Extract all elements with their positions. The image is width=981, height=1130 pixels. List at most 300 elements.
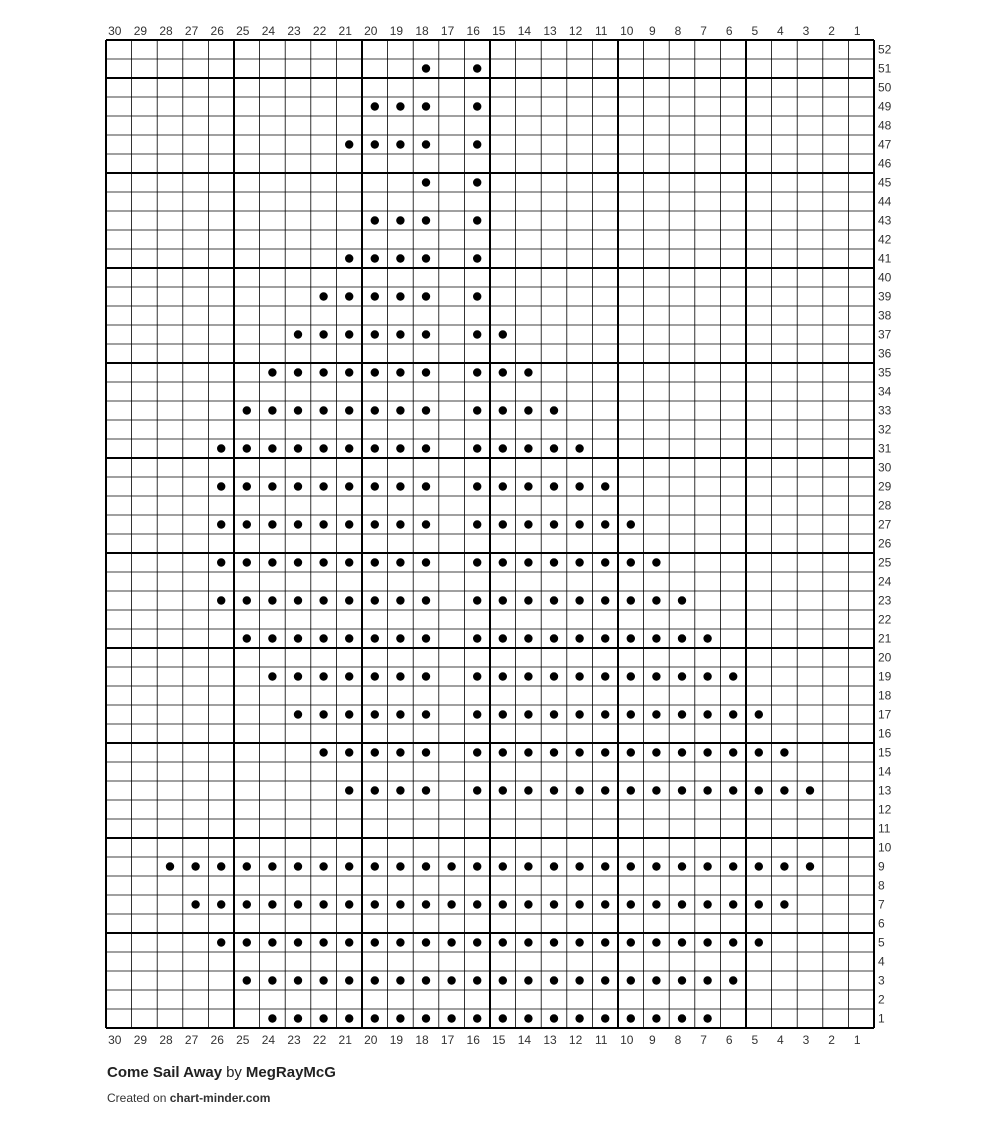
stitch-dot [268,368,276,376]
stitch-dot [550,672,558,680]
stitch-dot [217,444,225,452]
stitch-dot [294,976,302,984]
row-number: 52 [878,42,892,57]
column-number: 20 [364,1033,378,1047]
row-number: 31 [878,441,892,456]
stitch-dot [652,1014,660,1022]
stitch-dot [678,672,686,680]
stitch-dot [601,748,609,756]
row-number: 5 [878,935,885,950]
stitch-dot [678,748,686,756]
column-number: 19 [389,24,404,38]
row-number: 25 [878,555,892,570]
stitch-dot [294,520,302,528]
stitch-dot [524,672,532,680]
row-number: 13 [878,783,892,798]
stitch-dot [447,976,455,984]
stitch-dot [396,786,404,794]
stitch-dot [499,596,507,604]
stitch-dot [627,938,635,946]
stitch-dot [627,786,635,794]
stitch-dot [268,558,276,566]
stitch-dot [345,976,353,984]
stitch-dot [371,406,379,414]
row-number: 48 [878,118,892,133]
stitch-dot [678,938,686,946]
stitch-dot [243,406,251,414]
stitch-dot [550,786,558,794]
row-number: 42 [878,232,892,247]
stitch-dot [243,900,251,908]
row-number: 1 [878,1011,885,1026]
stitch-dot [652,900,660,908]
stitch-dot [422,938,430,946]
stitch-dot [345,368,353,376]
stitch-dot [652,786,660,794]
stitch-dot [371,368,379,376]
column-number: 28 [159,1033,173,1047]
stitch-dot [473,634,481,642]
stitch-dot [371,292,379,300]
stitch-dot [473,862,481,870]
stitch-dot [703,710,711,718]
row-number: 47 [878,137,892,152]
column-number: 12 [568,1033,583,1047]
stitch-dot [499,482,507,490]
stitch-dot [268,406,276,414]
stitch-dot [371,216,379,224]
stitch-dot [652,672,660,680]
column-number: 11 [594,24,608,38]
stitch-dot [345,900,353,908]
stitch-dot [294,406,302,414]
stitch-dot [319,710,327,718]
column-number: 22 [312,24,327,38]
stitch-dot [524,1014,532,1022]
stitch-dot [601,938,609,946]
stitch-dot [396,938,404,946]
stitch-dot [345,596,353,604]
stitch-dot [473,1014,481,1022]
stitch-dot [371,900,379,908]
stitch-dot [473,64,481,72]
stitch-dot [627,1014,635,1022]
row-number: 38 [878,308,892,323]
stitch-dot [371,482,379,490]
stitch-dot [319,292,327,300]
row-number: 27 [878,517,892,532]
row-number: 17 [878,707,892,722]
stitch-dot [319,368,327,376]
row-number: 22 [878,612,892,627]
column-number: 26 [210,24,224,38]
stitch-dot [294,862,302,870]
column-number: 16 [466,1033,480,1047]
row-number: 3 [878,973,885,988]
stitch-dot [575,558,583,566]
stitch-dot [473,786,481,794]
stitch-dot [499,330,507,338]
column-number: 25 [236,24,250,38]
row-number: 51 [878,61,892,76]
column-number: 28 [159,24,173,38]
stitch-dot [627,672,635,680]
stitch-dot [319,596,327,604]
row-number: 39 [878,289,892,304]
stitch-dot [678,862,686,870]
stitch-dot [217,482,225,490]
stitch-dot [422,216,430,224]
stitch-dot [601,710,609,718]
stitch-dot [703,862,711,870]
stitch-dot [396,672,404,680]
stitch-dot [371,938,379,946]
stitch-dot [499,444,507,452]
stitch-dot [422,292,430,300]
stitch-dot [550,976,558,984]
stitch-dot [473,140,481,148]
stitch-dot [755,900,763,908]
stitch-dot [268,520,276,528]
stitch-dot [294,1014,302,1022]
stitch-dot [422,406,430,414]
pattern-credit [107,1064,336,1081]
row-number: 6 [878,916,885,931]
stitch-dot [396,330,404,338]
stitch-dot [703,748,711,756]
row-number: 32 [878,422,892,437]
column-number: 29 [133,1033,148,1047]
stitch-dot [422,672,430,680]
stitch-dot [627,862,635,870]
stitch-dot [524,938,532,946]
stitch-dot [371,596,379,604]
stitch-dot [499,786,507,794]
column-number: 18 [415,1033,429,1047]
stitch-dot [268,596,276,604]
stitch-dot [652,710,660,718]
stitch-dot [396,976,404,984]
stitch-dot [294,672,302,680]
stitch-dot [191,900,199,908]
column-number: 15 [492,1033,506,1047]
row-number: 11 [878,821,891,836]
stitch-dot [729,862,737,870]
stitch-dot [473,482,481,490]
stitch-dot [294,368,302,376]
row-numbers [878,43,892,1026]
stitch-dot [601,672,609,680]
stitch-dot [345,330,353,338]
row-number: 10 [878,840,892,855]
row-number: 36 [878,346,892,361]
stitch-dot [678,596,686,604]
stitch-dot [524,976,532,984]
stitch-dot [422,444,430,452]
column-number: 1 [853,1033,861,1047]
stitch-dot [422,710,430,718]
stitch-dot [345,1014,353,1022]
column-numbers-top [108,24,861,38]
stitch-dot [447,1014,455,1022]
stitch-dot [268,862,276,870]
stitch-dot [703,672,711,680]
stitch-dot [319,976,327,984]
stitch-dot [422,900,430,908]
stitch-dot [217,862,225,870]
column-number: 1 [853,24,861,38]
stitch-dot [345,710,353,718]
stitch-dot [422,368,430,376]
column-number: 25 [236,1033,250,1047]
stitch-dot [473,938,481,946]
row-number: 33 [878,403,892,418]
stitch-dot [345,140,353,148]
stitch-dot [396,368,404,376]
row-number: 40 [878,270,892,285]
column-number: 9 [649,24,656,38]
column-number: 24 [261,24,276,38]
stitch-dot [319,558,327,566]
row-number: 12 [878,802,892,817]
column-number: 10 [620,1033,634,1047]
stitch-dot [473,254,481,262]
stitch-dot [371,634,379,642]
column-number: 2 [828,1033,835,1047]
stitch-dot [550,558,558,566]
stitch-dot [499,710,507,718]
stitch-dot [473,672,481,680]
stitch-dot [422,862,430,870]
stitch-dot [524,862,532,870]
stitch-dot [371,786,379,794]
stitch-dot [371,330,379,338]
stitch-dot [345,938,353,946]
stitch-dot [345,254,353,262]
stitch-dot [627,710,635,718]
stitch-dot [601,596,609,604]
stitch-dot [499,520,507,528]
stitch-dot [806,862,814,870]
stitch-dot [550,710,558,718]
stitch-dot [447,938,455,946]
stitch-dot [703,1014,711,1022]
stitch-dot [524,634,532,642]
stitch-dot [499,558,507,566]
column-number: 3 [802,24,810,38]
stitch-dot [729,748,737,756]
stitch-dot [550,900,558,908]
stitch-dot [371,444,379,452]
stitch-dot [396,292,404,300]
stitch-dot [319,938,327,946]
stitch-dot [345,406,353,414]
stitch-dot [396,1014,404,1022]
stitch-dot [473,330,481,338]
by-word: by [226,1064,242,1081]
row-number: 24 [878,574,892,589]
stitch-dot [729,710,737,718]
stitch-dot [550,748,558,756]
stitch-dot [396,710,404,718]
stitch-dot [319,1014,327,1022]
stitch-dot [729,976,737,984]
row-number: 41 [878,251,892,266]
stitch-dot [678,710,686,718]
stitch-dot [550,520,558,528]
stitch-dot [575,482,583,490]
stitch-dot [524,558,532,566]
stitch-dot [524,444,532,452]
stitch-dot [294,938,302,946]
stitch-dot [524,368,532,376]
column-number: 9 [649,1033,656,1047]
stitch-dot [755,710,763,718]
stitch-dot [345,558,353,566]
stitch-dot [627,558,635,566]
stitch-dot [319,748,327,756]
column-number: 24 [261,1033,276,1047]
column-number: 4 [777,24,784,38]
stitch-dot [755,786,763,794]
stitch-dot [422,330,430,338]
column-number: 22 [312,1033,327,1047]
column-number: 7 [700,24,707,38]
row-number: 8 [878,878,885,893]
stitch-dot [703,938,711,946]
stitch-dot [499,748,507,756]
stitch-dot [396,900,404,908]
stitch-dot [294,596,302,604]
stitch-dot [473,900,481,908]
row-number: 9 [878,859,885,874]
stitch-dot [652,862,660,870]
stitch-dot [243,938,251,946]
stitch-dot [422,254,430,262]
stitch-dot [780,748,788,756]
column-number: 17 [440,1033,455,1047]
column-number: 13 [543,1033,557,1047]
column-number: 18 [415,24,429,38]
stitch-dot [396,748,404,756]
stitch-dot [371,558,379,566]
stitch-dot [422,520,430,528]
stitch-dot [729,938,737,946]
row-number: 23 [878,593,892,608]
stitch-dot [294,558,302,566]
stitch-dot [575,976,583,984]
stitch-dot [499,976,507,984]
stitch-dot [755,938,763,946]
stitch-dot [678,976,686,984]
stitch-dot [396,558,404,566]
stitch-dot [166,862,174,870]
stitch-dot [550,406,558,414]
column-number: 30 [108,24,122,38]
stitch-dot [319,406,327,414]
stitch-dot [627,976,635,984]
column-number: 16 [466,24,480,38]
stitch-dot [371,748,379,756]
stitch-dot [703,976,711,984]
stitch-dot [268,1014,276,1022]
stitch-dot [524,596,532,604]
stitch-dot [345,634,353,642]
stitch-dot [575,1014,583,1022]
stitch-dot [575,672,583,680]
stitch-dot [524,786,532,794]
row-number: 50 [878,80,892,95]
stitch-dot [371,862,379,870]
stitch-dot [217,596,225,604]
stitch-dot [575,710,583,718]
stitch-dot [806,786,814,794]
stitch-dot [243,596,251,604]
stitch-dot [294,482,302,490]
stitch-dot [396,254,404,262]
stitch-dot [217,938,225,946]
column-number: 21 [338,24,352,38]
chart-grid [106,40,874,1028]
stitch-dot [652,596,660,604]
row-number: 30 [878,460,892,475]
stitch-dot [396,634,404,642]
pattern-author: MegRayMcG [245,1064,336,1081]
row-number: 29 [878,479,892,494]
stitch-dot [268,900,276,908]
stitch-dot [268,976,276,984]
row-number: 35 [878,365,892,380]
row-number: 45 [878,175,892,190]
column-number: 8 [674,24,682,38]
stitch-dot [396,406,404,414]
stitch-dot [755,748,763,756]
stitch-dot [217,520,225,528]
row-number: 20 [878,650,892,665]
stitch-dot [243,976,251,984]
stitch-dot [780,862,788,870]
stitch-dot [703,634,711,642]
stitch-dot [422,64,430,72]
row-number: 19 [878,669,892,684]
stitch-dot [319,330,327,338]
stitch-dot [473,596,481,604]
stitch-dot [371,976,379,984]
stitch-dot [627,520,635,528]
stitch-dot [524,748,532,756]
site-name: chart-minder.com [169,1091,271,1105]
row-number: 43 [878,213,892,228]
stitch-dot [575,900,583,908]
stitch-dot [499,672,507,680]
created-on-line [107,1091,336,1105]
stitch-dot [422,102,430,110]
stitch-dot [499,634,507,642]
stitch-dot [268,482,276,490]
stitch-dot [703,786,711,794]
stitch-dot [422,786,430,794]
column-number: 13 [543,24,557,38]
stitch-dot [678,900,686,908]
column-number: 5 [751,1033,759,1047]
stitch-dot [729,672,737,680]
stitch-dot [780,900,788,908]
stitch-dot [396,596,404,604]
stitch-dot [499,406,507,414]
column-number: 21 [338,1033,352,1047]
stitch-dot [550,862,558,870]
stitch-dot [524,482,532,490]
